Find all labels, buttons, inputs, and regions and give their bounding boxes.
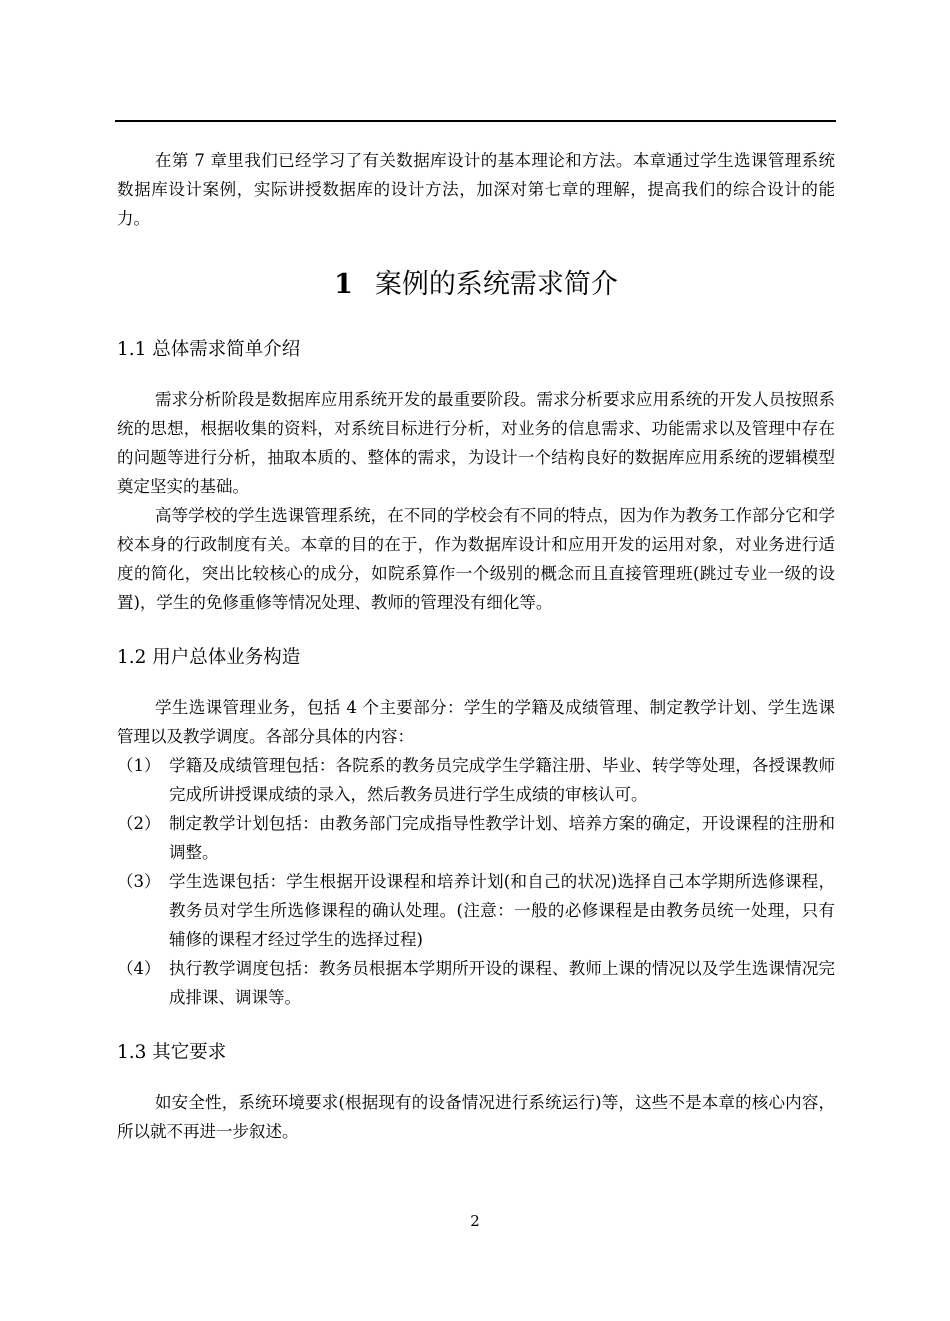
section-1-2-heading: 1.2 用户总体业务构造 <box>117 647 301 668</box>
page-number: 2 <box>470 1212 480 1230</box>
list-item <box>117 751 835 809</box>
list-item-text: 学生选课包括：学生根据开设课程和培养计划(和自己的状况)选择自己本学期所选修课程，教务员对学生所选修课程的确认处理。(注意：一般的必修课程是由教务员统一处理，只有辅修的课程才经过学生的选择过程) <box>169 872 835 949</box>
list-item-marker: （1） <box>117 756 161 775</box>
list-item-marker: （2） <box>117 814 161 833</box>
list-item <box>117 867 835 954</box>
section-1-1-paragraph-1: 需求分析阶段是数据库应用系统开发的最重要阶段。需求分析要求应用系统的开发人员按照系统的思想，根据收集的资料，对系统目标进行分析，对业务的信息需求、功能需求以及管理中存在的问题等进行分析，抽取本质的、整体的需求，为设计一个结构良好的数据库应用系统的逻辑模型奠定坚实的基础。 <box>117 390 835 496</box>
section-1-1-paragraph-2: 高等学校的学生选课管理系统，在不同的学校会有不同的特点，因为作为教务工作部分它和学校本身的行政制度有关。本章的目的在于，作为数据库设计和应用开发的运用对象，对业务进行适度的简化，突出比较核心的成分，如院系算作一个级别的概念而且直接管理班(跳过专业一级的设置)，学生的免修重修等情况处理、教师的管理没有细化等。 <box>117 506 835 612</box>
list-item <box>117 809 835 867</box>
header-rule <box>115 120 836 122</box>
section-1-1-heading: 1.1 总体需求简单介绍 <box>117 339 301 360</box>
page-content <box>117 146 835 1146</box>
list-item-text: 制定教学计划包括：由教务部门完成指导性教学计划、培养方案的确定，开设课程的注册和调整。 <box>169 814 835 862</box>
list-item-marker: （3） <box>117 872 161 891</box>
list-item-marker: （4） <box>117 959 161 978</box>
list-item <box>117 954 835 1012</box>
section-1-3-heading: 1.3 其它要求 <box>117 1042 227 1063</box>
chapter-heading <box>117 265 835 305</box>
intro-paragraph: 在第 7 章里我们已经学习了有关数据库设计的基本理论和方法。本章通过学生选课管理系统数据库设计案例，实际讲授数据库的设计方法，加深对第七章的理解，提高我们的综合设计的能力。 <box>117 151 835 228</box>
chapter-title: 案例的系统需求简介 <box>374 269 618 300</box>
section-1-2-paragraph-1: 学生选课管理业务，包括 4 个主要部分：学生的学籍及成绩管理、制定教学计划、学生选课管理以及教学调度。各部分具体的内容： <box>117 698 835 746</box>
list-item-text: 执行教学调度包括：教务员根据本学期所开设的课程、教师上课的情况以及学生选课情况完成排课、调课等。 <box>169 959 835 1007</box>
section-1-3-paragraph-1: 如安全性，系统环境要求(根据现有的设备情况进行系统运行)等，这些不是本章的核心内容，所以就不再进一步叙述。 <box>117 1093 835 1141</box>
chapter-number: 1 <box>334 269 353 300</box>
list-item-text: 学籍及成绩管理包括：各院系的教务员完成学生学籍注册、毕业、转学等处理，各授课教师完成所讲授课成绩的录入，然后教务员进行学生成绩的审核认可。 <box>169 756 835 804</box>
